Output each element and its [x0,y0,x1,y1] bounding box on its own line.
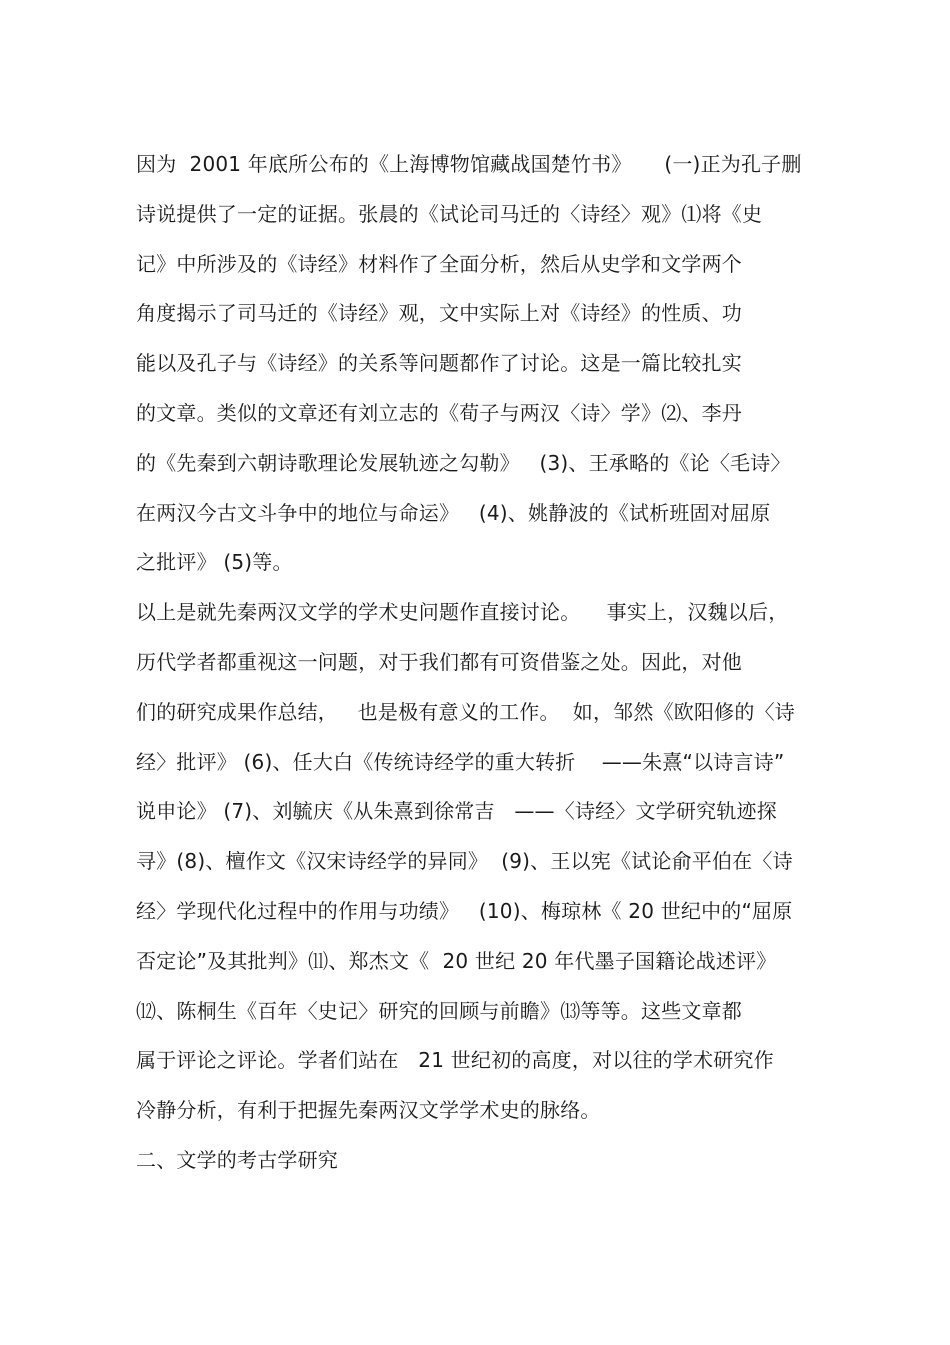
text-line: 们的研究成果作总结， 也是极有意义的工作。 如，邹然《欧阳修的〈诗 [136,700,795,724]
text-line: 记》中所涉及的《诗经》材料作了全面分析，然后从史学和文学两个 [136,252,742,276]
text-line: 因为 2001 年底所公布的《上海博物馆藏战国楚竹书》 (一)正为孔子删 [136,152,802,176]
text-line: 以上是就先秦两汉文学的学术史问题作直接讨论。 事实上，汉魏以后， [136,600,789,624]
text-line: 的《先秦到六朝诗歌理论发展轨迹之勾勒》 (3)、王承略的《论〈毛诗〉 [136,451,791,475]
text-line: ⑿、陈桐生《百年〈史记〉研究的回顾与前瞻》⒀等等。这些文章都 [136,999,742,1023]
text-line: 诗说提供了一定的证据。张晨的《试论司马迁的〈诗经〉观》⑴将《史 [136,202,763,226]
text-line: 历代学者都重视这一问题，对于我们都有可资借鉴之处。因此，对他 [136,650,742,674]
text-line: 经〉学现代化过程中的作用与功绩》 (10)、梅琼林《 20 世纪中的“屈原 [136,899,793,923]
text-line: 否定论”及其批判》⑾、郑杰文《 20 世纪 20 年代墨子国籍论战述评》 [136,949,777,973]
text-line: 冷静分析，有利于把握先秦两汉文学学术史的脉络。 [136,1098,601,1122]
text-line: 寻》(8)、檀作文《汉宋诗经学的异同》 (9)、王以宪《试论俞平伯在〈诗 [136,849,793,873]
text-line: 之批评》 (5)等。 [136,550,293,574]
text-line: 属于评论之评论。学者们站在 21 世纪初的高度，对以往的学术研究作 [136,1048,774,1072]
section-heading: 二、文学的考古学研究 [136,1148,338,1172]
text-line: 的文章。类似的文章还有刘立志的《荀子与两汉〈诗〉学》⑵、李丹 [136,401,742,425]
text-line: 说申论》 (7)、刘毓庆《从朱熹到徐常吉 ——〈诗经〉文学研究轨迹探 [136,799,777,823]
text-line: 在两汉今古文斗争中的地位与命运》 (4)、姚静波的《试析班固对屈原 [136,501,771,525]
text-line: 经〉批评》 (6)、任大白《传统诗经学的重大转折 ——朱熹“以诗言诗” [136,750,785,774]
text-line: 角度揭示了司马迁的《诗经》观，文中实际上对《诗经》的性质、功 [136,301,742,325]
text-line: 能以及孔子与《诗经》的关系等问题都作了讨论。这是一篇比较扎实 [136,351,742,375]
